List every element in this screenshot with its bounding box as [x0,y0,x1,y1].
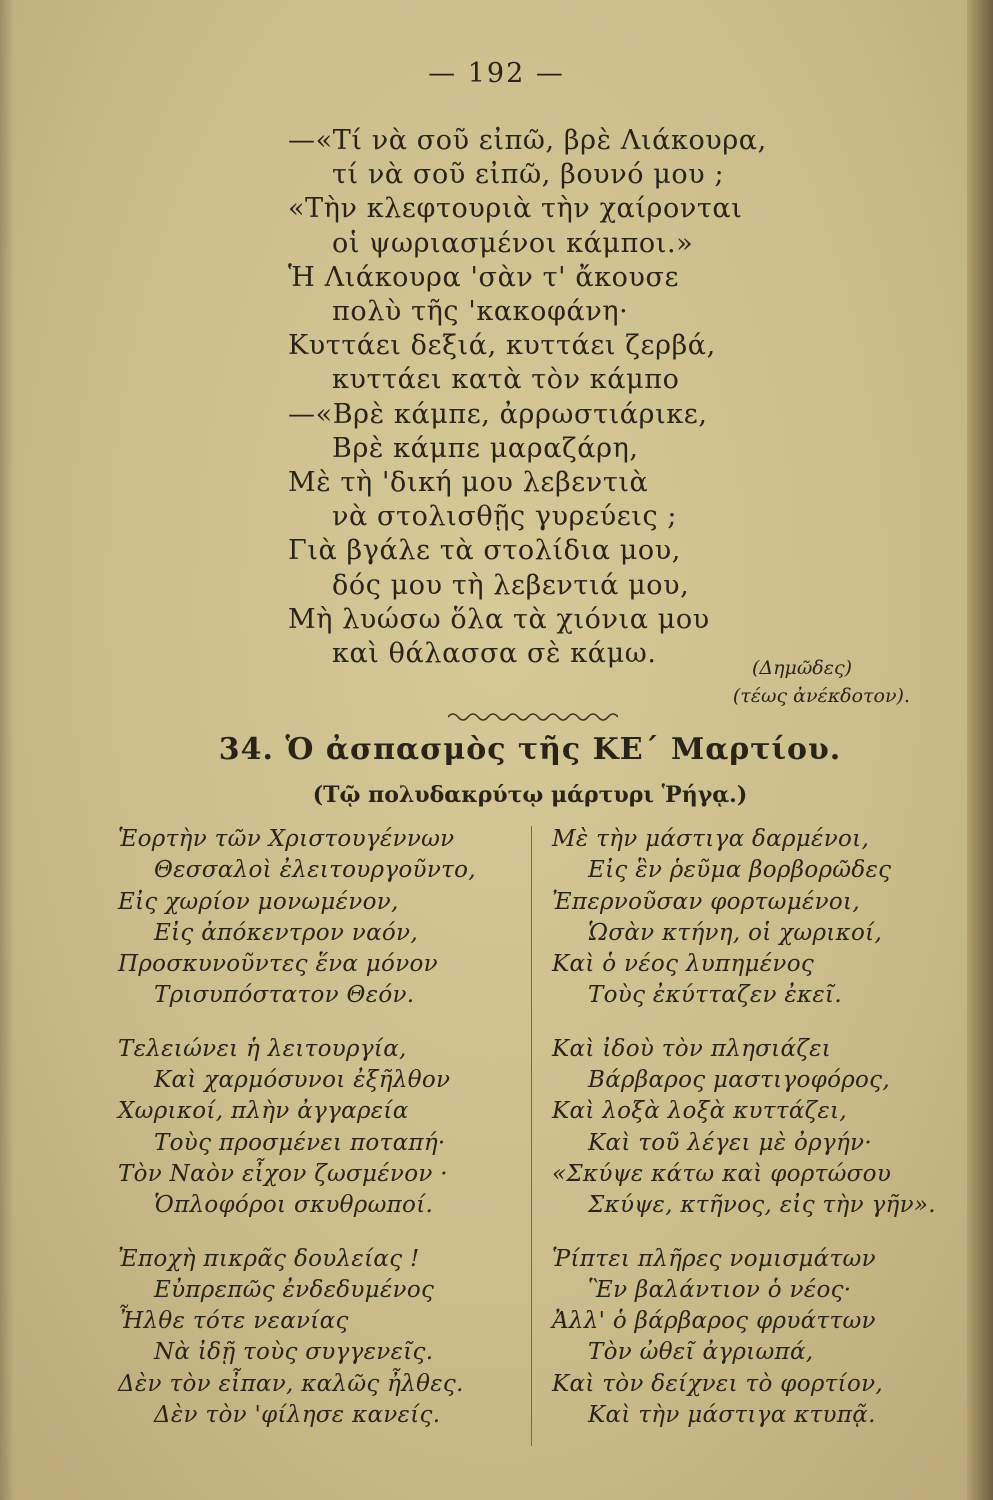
verse-line: Ῥίπτει πλῆρες νομισμάτων [552,1245,876,1272]
verse-line: Σκύψε, κτῆνος, εἰς τὴν γῆν». [588,1192,936,1219]
verse-line: Καὶ ὁ νέος λυπημένος [552,951,815,978]
stanza-gap [552,1012,972,1034]
stanza [118,1244,518,1432]
verse-line: Καὶ τοῦ λέγει μὲ ὀργήν· [588,1129,872,1156]
stanza [552,824,972,1012]
verse-line: Εἰς ἀπόκεντρον ναόν, [154,919,418,946]
verse-line: Ὡσὰν κτήνη, οἱ χωρικοί, [588,919,883,946]
poem-line: Μὲ τὴ 'δική μου λεβεντιὰ [288,467,649,499]
verse-line: Δὲν τὸν εἶπαν, καλῶς ἦλθες. [118,1370,464,1397]
stanza-gap [552,1222,972,1244]
verse-line: Τελειώνει ἡ λειτουργία, [118,1035,407,1062]
verse-line: Ἦλθε τότε νεανίας [118,1308,349,1335]
poem-line: καὶ θάλασσα σὲ κάμω. [332,638,657,670]
verse-line: Καὶ ἰδοὺ τὸν πλησιάζει [552,1035,832,1062]
source-note-line-2: (τέως ἀνέκδοτον). [732,685,910,707]
poem-line: πολὺ τῆς 'κακοφάνη· [332,296,629,328]
poem-line: —«Τί νὰ σοῦ εἰπῶ, βρὲ Λιάκουρα, [288,125,767,156]
verse-line: Βάρβαρος μαστιγοφόρος, [588,1067,890,1094]
verse-line: Ἓν βαλάντιον ὁ νέος· [588,1276,852,1303]
page-number: — 192 — [428,58,565,89]
verse-line: Τοὺς ἐκύτταζεν ἐκεῖ. [588,982,842,1009]
poem-line: Βρὲ κάμπε μαραζάρη, [332,432,639,464]
source-note-line-1: (Δημῶδες) [751,657,852,679]
poem-line: «Τὴν κλεφτουριὰ τὴν χαίρονται [288,193,743,225]
poem-line: κυττάει κατὰ τὸν κάμπο [332,364,680,396]
wave-ornament [448,708,618,726]
verse-line: Ἐποχὴ πικρᾶς δουλείας ! [118,1245,420,1272]
poem-line: Κυττάει δεξιά, κυττάει ζερβά, [288,330,716,362]
column-divider [531,826,532,1446]
stanza-gap [118,1222,518,1244]
poem-line: Γιὰ βγάλε τὰ στολίδια μου, [288,535,681,567]
verse-line: Καὶ τὸν δείχνει τὸ φορτίον, [552,1370,884,1397]
stanza [552,1244,972,1432]
verse-line: Εὐπρεπῶς ἐνδεδυμένος [154,1276,435,1303]
verse-line: Τὸν Ναὸν εἶχον ζωσμένον · [118,1160,448,1187]
verse-line: Καὶ χαρμόσυνοι ἐξῆλθον [154,1067,451,1094]
verse-line: Ὁπλοφόροι σκυθρωποί. [154,1192,434,1219]
verse-line: Εἰς χωρίον μονωμένον, [118,888,399,915]
poem-line: δός μου τὴ λεβεντιά μου, [332,569,690,601]
right-column [552,824,972,1431]
verse-line: Ἐπερνοῦσαν φορτωμένοι, [552,888,860,915]
poem-line: νὰ στολισθῇς γυρεύεις ; [332,501,678,533]
verse-line: Νὰ ἰδῇ τοὺς συγγενεῖς. [154,1339,434,1366]
left-column [118,824,518,1431]
poem-line: οἱ ψωριασμένοι κάμποι.» [332,227,694,259]
verse-line: Τοὺς προσμένει ποταπή· [154,1129,446,1156]
verse-line: Ἀλλ' ὁ βάρβαρος φρυάττων [552,1308,876,1335]
verse-line: Προσκυνοῦντες ἕνα μόνον [118,951,438,978]
verse-line: Τὸν ὠθεῖ ἀγριωπά, [588,1339,814,1366]
stanza [118,824,518,1012]
verse-line: Θεσσαλοὶ ἐλειτουργοῦντο, [154,857,476,884]
verse-line: Μὲ τὴν μάστιγα δαρμένοι, [552,826,870,852]
poem-line: τί νὰ σοῦ εἰπῶ, βουνό μου ; [332,159,725,191]
poem-heading: 34. Ὁ ἀσπασμὸς τῆς ΚΕ΄ Μαρτίου. [218,732,842,767]
verse-line: Χωρικοί, πλὴν ἀγγαρεία [118,1098,409,1125]
poem-dedication: (Τῷ πολυδακρύτῳ μάρτυρι Ῥήγᾳ.) [312,782,748,808]
stanza [118,1034,518,1222]
poem-line: Ἡ Λιάκουρα 'σὰν τ' ἄκουσε [288,261,680,293]
verse-line: Εἰς ἓν ῥεῦμα βορβορῶδες [588,857,892,884]
verse-line: Καὶ λοξὰ λοξὰ κυττάζει, [552,1098,847,1125]
verse-line: Δὲν τὸν 'φίλησε κανείς. [154,1402,441,1429]
stanza-gap [118,1012,518,1034]
poem-line: Μὴ λυώσω ὅλα τὰ χιόνια μου [288,603,710,635]
source-note [690,654,910,710]
verse-line: Τρισυπόστατον Θεόν. [154,982,415,1009]
stanza [552,1034,972,1222]
poem-top [288,124,848,671]
verse-line: Καὶ τὴν μάστιγα κτυπᾷ. [588,1402,876,1429]
verse-line: «Σκύψε κάτω καὶ φορτώσου [552,1160,892,1187]
verse-line: Ἑορτὴν τῶν Χριστουγέννων [118,826,455,852]
poem-line: —«Βρὲ κάμπε, ἀρρωστιάρικε, [288,398,708,430]
